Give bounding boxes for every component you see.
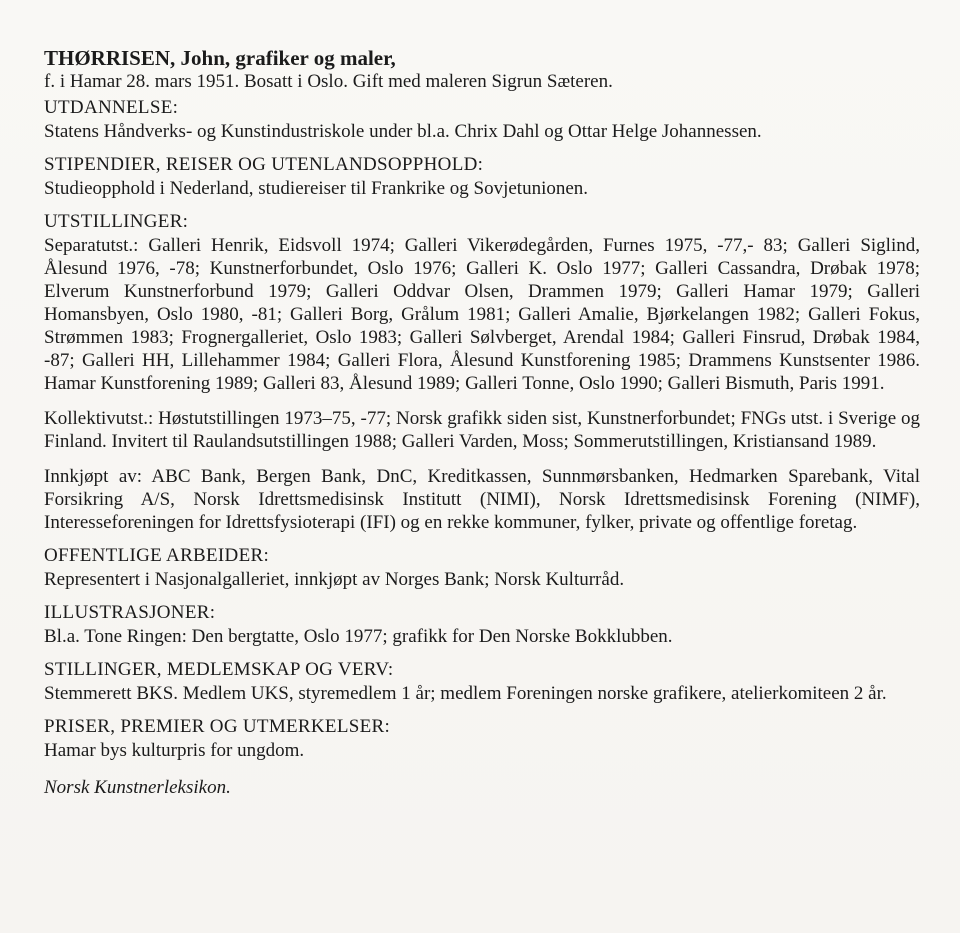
text-stipendier: Studieopphold i Nederland, studiereiser til Frankrike og Sovjetunionen. [44, 178, 589, 199]
source-citation: Norsk Kunstnerleksikon. [44, 777, 231, 798]
heading-illustrasjoner: ILLUSTRASJONER: [44, 602, 216, 623]
heading-utdannelse: UTDANNELSE: [44, 97, 179, 118]
heading-stillinger: STILLINGER, MEDLEMSKAP OG VERV: [44, 659, 394, 680]
text-stillinger: Stemmerett BKS. Medlem UKS, styremedlem 1 år; medlem Foreningen norske grafikere, atelierkomiteen 2 år. [44, 683, 887, 704]
birth-line: f. i Hamar 28. mars 1951. Bosatt i Oslo. Gift med maleren Sigrun Sæteren. [44, 71, 613, 92]
heading-utstillinger: UTSTILLINGER: [44, 211, 189, 232]
heading-offentlige-arbeider: OFFENTLIGE ARBEIDER: [44, 545, 270, 566]
heading-priser: PRISER, PREMIER OG UTMERKELSER: [44, 716, 391, 737]
text-innkjopt: Innkjøpt av: ABC Bank, Bergen Bank, DnC, Kreditkassen, Sunnmørsbanken, Hedmarken Sparebank, Vital Forsikring A/S, Norsk Idrettsmedisinsk Institutt (NIMI), Norsk Idrettsmedisinsk Forening (NIMF), Interesseforeningen for Idrettsfysioterapi (IFI) og en rekke kommuner, fylker, private og offentlige foretag. [44, 466, 920, 533]
text-priser: Hamar bys kulturpris for ungdom. [44, 740, 305, 761]
text-utdannelse: Statens Håndverks- og Kunstindustriskole under bl.a. Chrix Dahl og Ottar Helge Johannessen. [44, 121, 762, 142]
text-separatutstillinger: Separatutst.: Galleri Henrik, Eidsvoll 1974; Galleri Vikerødegården, Furnes 1975, -77,- 83; Galleri Siglind, Ålesund 1976, -78; Kunstnerforbundet, Oslo 1976; Galleri K. Oslo 1977; Galleri Cassandra, Drøbak 1978; Elverum Kunstnerforbund 1979; Galleri Oddvar Olsen, Drammen 1979; Galleri Hamar 1979; Galleri Homansbyen, Oslo 1980, -81; Galleri Borg, Grålum 1981; Galleri Amalie, Bjørkelangen 1982; Galleri Fokus, Strømmen 1983; Frognergalleriet, Oslo 1983; Galleri Sølvberget, Arendal 1984; Galleri Finsrud, Drøbak 1984, -87; Galleri HH, Lillehammer 1984; Galleri Flora, Ålesund Kunstforening 1985; Drammens Kunstsenter 1986. Hamar Kunstforening 1989; Galleri 83, Ålesund 1989; Galleri Tonne, Oslo 1990; Galleri Bismuth, Paris 1991. [44, 235, 920, 394]
heading-stipendier: STIPENDIER, REISER OG UTENLANDSOPPHOLD: [44, 154, 484, 175]
text-illustrasjoner: Bl.a. Tone Ringen: Den bergtatte, Oslo 1977; grafikk for Den Norske Bokklubben. [44, 626, 673, 647]
text-kollektivutstillinger: Kollektivutst.: Høstutstillingen 1973–75, -77; Norsk grafikk siden sist, Kunstnerforbundet; FNGs utst. i Sverige og Finland. Invitert til Raulandsutstillingen 1988; Galleri Varden, Moss; Sommerutstillingen, Kristiansand 1989. [44, 408, 920, 452]
text-offentlige-arbeider: Representert i Nasjonalgalleriet, innkjøpt av Norges Bank; Norsk Kulturråd. [44, 569, 625, 590]
entry-name: THØRRISEN, John, grafiker og maler, [44, 46, 396, 70]
